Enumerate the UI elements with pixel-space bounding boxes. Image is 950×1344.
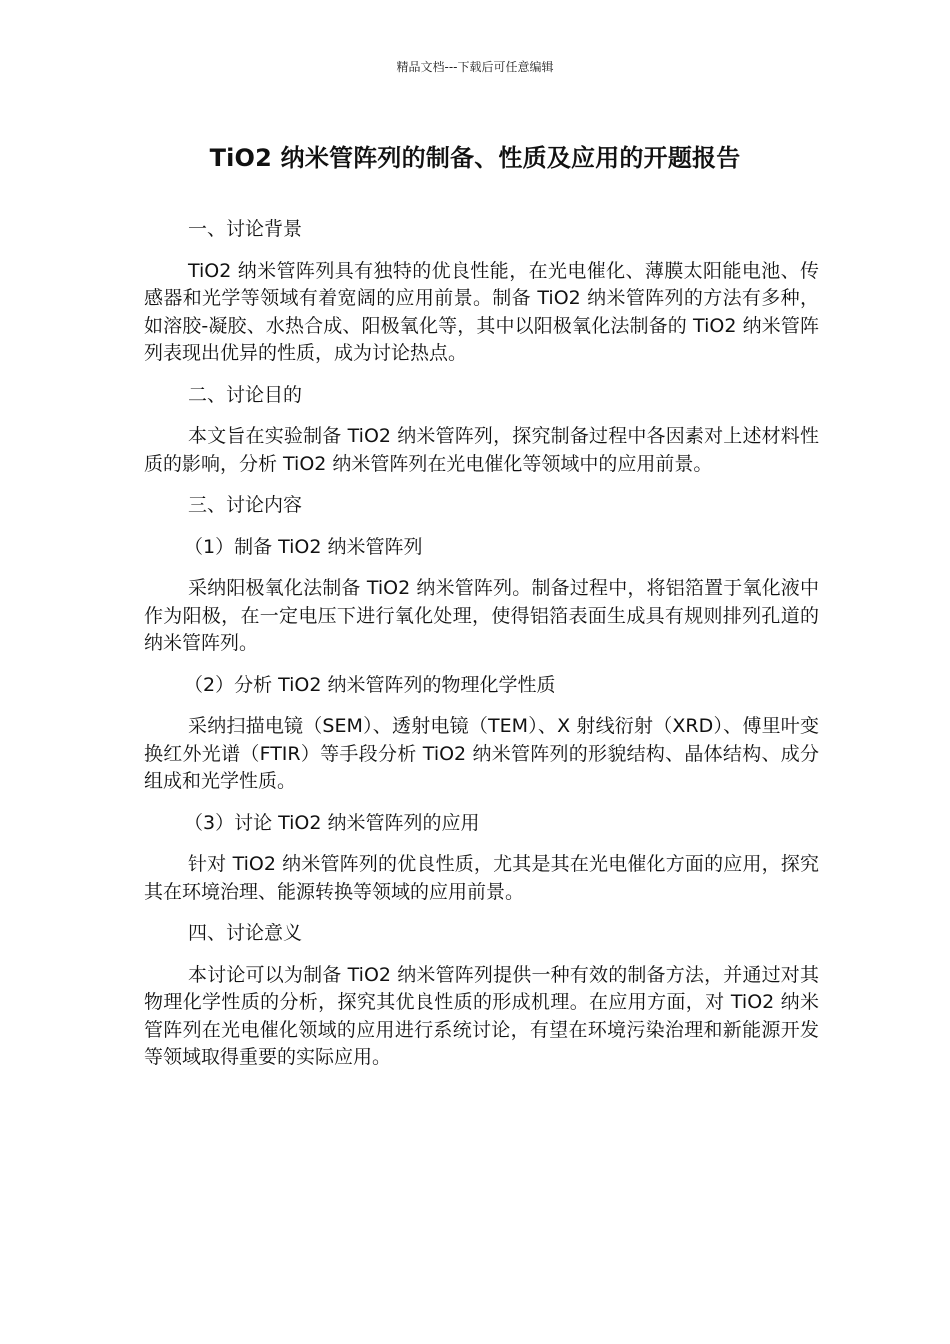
- section-heading-background: 一、讨论背景: [188, 218, 303, 240]
- document-title: TiO2 纳米管阵列的制备、性质及应用的开题报告: [209, 144, 741, 172]
- section-heading-significance: 四、讨论意义: [188, 922, 303, 944]
- paragraph-preparation: 采纳阳极氧化法制备 TiO2 纳米管阵列。制备过程中，将铝箔置于氧化液中作为阳极，在一定电压下进行氧化处理，使得铝箔表面生成具有规则排列孔道的纳米管阵列。: [144, 577, 819, 654]
- paragraph-significance: 本讨论可以为制备 TiO2 纳米管阵列提供一种有效的制备方法，并通过对其物理化学性质的分析，探究其优良性质的形成机理。在应用方面，对 TiO2 纳米管阵列在光电催化领域的应用进行系统讨论，有望在环境污染治理和新能源开发等领域取得重要的实际应用。: [144, 963, 819, 1068]
- subsection-heading-preparation: （1）制备 TiO2 纳米管阵列: [184, 535, 423, 558]
- document-body: [144, 216, 819, 1086]
- subsection-heading-application: （3）讨论 TiO2 纳米管阵列的应用: [184, 811, 480, 834]
- page-header: 精品文档---下载后可任意编辑: [396, 60, 554, 74]
- section-heading-purpose: 二、讨论目的: [188, 383, 303, 406]
- paragraph-application: 针对 TiO2 纳米管阵列的优良性质，尤其是其在光电催化方面的应用，探究其在环境治理、能源转换等领域的应用前景。: [144, 853, 819, 903]
- paragraph-background: TiO2 纳米管阵列具有独特的优良性能，在光电催化、薄膜太阳能电池、传感器和光学等领域有着宽阔的应用前景。制备 TiO2 纳米管阵列的方法有多种，如溶胶-凝胶、水热合成、阳极氧化等，其中以阳极氧化法制备的 TiO2 纳米管阵列表现出优异的性质，成为讨论热点。: [144, 259, 819, 364]
- paragraph-analysis: 采纳扫描电镜（SEM）、透射电镜（TEM）、X 射线衍射（XRD）、傅里叶变换红外光谱（FTIR）等手段分析 TiO2 纳米管阵列的形貌结构、晶体结构、成分组成和光学性质。: [144, 715, 819, 792]
- paragraph-purpose: 本文旨在实验制备 TiO2 纳米管阵列，探究制备过程中各因素对上述材料性质的影响，分析 TiO2 纳米管阵列在光电催化等领域中的应用前景。: [144, 425, 819, 475]
- subsection-heading-analysis: （2）分析 TiO2 纳米管阵列的物理化学性质: [184, 673, 556, 696]
- section-heading-content: 三、讨论内容: [188, 494, 303, 516]
